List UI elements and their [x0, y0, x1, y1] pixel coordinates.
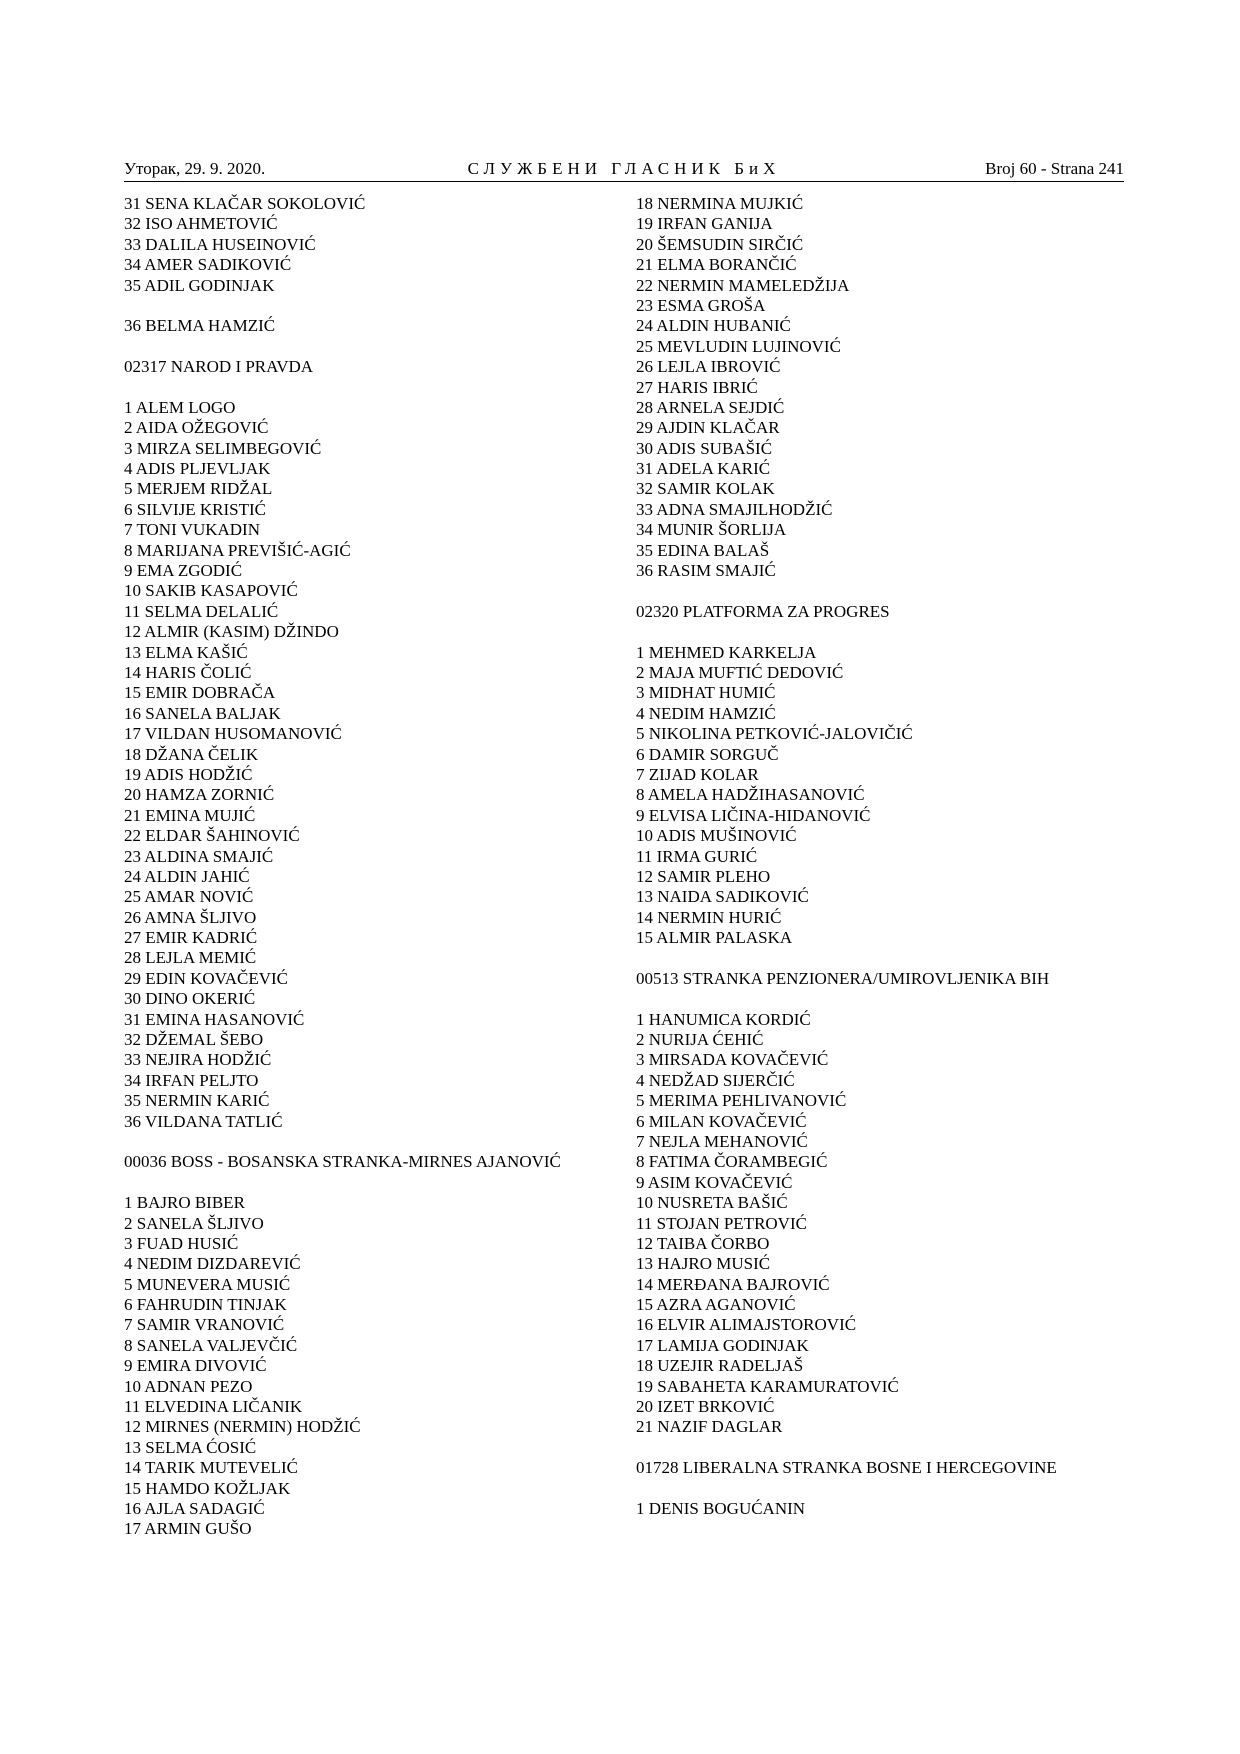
candidate-entry: 5 MERIMA PEHLIVANOVIĆ	[636, 1091, 847, 1111]
candidate-entry: 21 ELMA BORANČIĆ	[636, 255, 797, 275]
candidate-entry: 12 MIRNES (NERMIN) HODŽIĆ	[124, 1417, 361, 1437]
candidate-entry: 2 AIDA OŽEGOVIĆ	[124, 418, 269, 438]
candidate-entry: 18 DŽANA ČELIK	[124, 744, 259, 764]
candidate-entry: 15 ALMIR PALASKA	[636, 928, 793, 948]
candidate-entry: 10 ADNAN PEZO	[124, 1376, 253, 1396]
candidate-entry: 4 ADIS PLJEVLJAK	[124, 459, 271, 479]
candidate-entry: 22 NERMIN MAMELEDŽIJA	[636, 275, 850, 295]
blank-line	[636, 1438, 1124, 1458]
candidate-entry: 14 HARIS ČOLIĆ	[124, 662, 252, 682]
party-heading: 02320 PLATFORMA ZA PROGRES	[636, 601, 890, 621]
candidate-entry: 1 MEHMED KARKELJA	[636, 642, 817, 662]
candidate-entry: 7 NEJLA MEHANOVIĆ	[636, 1131, 808, 1151]
candidate-entry: 10 ADIS MUŠINOVIĆ	[636, 826, 797, 846]
candidate-entry: 27 HARIS IBRIĆ	[636, 377, 758, 397]
candidate-entry: 36 VILDANA TATLIĆ	[124, 1111, 283, 1131]
candidate-entry: 31 SENA KLAČAR SOKOLOVIĆ	[124, 194, 366, 213]
candidate-entry: 12 TAIBA ČORBO	[636, 1233, 770, 1253]
candidate-entry: 13 SELMA ĆOSIĆ	[124, 1437, 257, 1457]
candidate-entry: 18 UZEJIR RADELJAŠ	[636, 1356, 804, 1376]
candidate-entry: 26 AMNA ŠLJIVO	[124, 907, 257, 927]
candidate-entry: 11 IRMA GURIĆ	[636, 846, 758, 866]
candidate-entry: 27 EMIR KADRIĆ	[124, 928, 258, 948]
blank-line	[124, 1173, 604, 1193]
candidate-entry: 4 NEDŽAD SIJERČIĆ	[636, 1070, 795, 1090]
left-column	[124, 194, 604, 1540]
candidate-entry: 12 SAMIR PLEHO	[636, 866, 771, 886]
candidate-entry: 20 ŠEMSUDIN SIRČIĆ	[636, 234, 804, 254]
candidate-entry: 1 ALEM LOGO	[124, 397, 236, 417]
candidate-entry: 4 NEDIM HAMZIĆ	[636, 703, 776, 723]
candidate-entry: 33 NEJIRA HODŽIĆ	[124, 1050, 272, 1070]
candidate-entry: 11 ELVEDINA LIČANIK	[124, 1397, 303, 1417]
candidate-entry: 14 TARIK MUTEVELIĆ	[124, 1458, 298, 1478]
candidate-entry: 2 SANELA ŠLJIVO	[124, 1213, 264, 1233]
candidate-entry: 8 SANELA VALJEVČIĆ	[124, 1335, 298, 1355]
candidate-entry: 2 MAJA MUFTIĆ DEDOVIĆ	[636, 662, 844, 682]
blank-line	[636, 581, 1124, 601]
blank-line	[636, 1479, 1124, 1499]
candidate-entry: 1 HANUMICA KORDIĆ	[636, 1009, 811, 1029]
header-date: Уторак, 29. 9. 2020.	[124, 159, 266, 178]
candidate-entry: 7 TONI VUKADIN	[124, 520, 260, 540]
candidate-entry: 12 ALMIR (KASIM) DŽINDO	[124, 622, 339, 642]
blank-line	[124, 296, 604, 316]
candidate-entry: 24 ALDIN HUBANIĆ	[636, 316, 791, 336]
candidate-entry: 8 MARIJANA PREVIŠIĆ-AGIĆ	[124, 540, 351, 560]
candidate-entry: 13 NAIDA SADIKOVIĆ	[636, 887, 809, 907]
candidate-entry: 5 NIKOLINA PETKOVIĆ-JALOVIČIĆ	[636, 724, 913, 744]
candidate-entry: 23 ESMA GROŠA	[636, 295, 766, 315]
candidate-entry: 32 DŽEMAL ŠEBO	[124, 1030, 264, 1050]
candidate-entry: 30 DINO OKERIĆ	[124, 989, 256, 1009]
party-heading: 00036 BOSS - BOSANSKA STRANKA-MIRNES AJANOVIĆ	[124, 1152, 561, 1172]
candidate-entry: 25 MEVLUDIN LUJINOVIĆ	[636, 336, 841, 356]
candidate-entry: 9 ELVISA LIČINA-HIDANOVIĆ	[636, 805, 871, 825]
candidate-entry: 34 AMER SADIKOVIĆ	[124, 255, 292, 275]
page-header	[124, 157, 1124, 182]
candidate-entry: 32 ISO AHMETOVIĆ	[124, 214, 278, 234]
candidate-entry: 22 ELDAR ŠAHINOVIĆ	[124, 826, 300, 846]
candidate-entry: 18 NERMINA MUJKIĆ	[636, 194, 804, 213]
candidate-entry: 21 NAZIF DAGLAR	[636, 1417, 783, 1437]
candidate-entry: 17 LAMIJA GODINJAK	[636, 1335, 809, 1355]
candidate-entry: 30 ADIS SUBAŠIĆ	[636, 438, 773, 458]
candidate-entry: 36 RASIM SMAJIĆ	[636, 561, 776, 581]
candidate-entry: 5 MUNEVERA MUSIĆ	[124, 1274, 291, 1294]
candidate-entry: 32 SAMIR KOLAK	[636, 479, 775, 499]
header-title: СЛУЖБЕНИ ГЛАСНИК БиХ	[467, 159, 781, 178]
header-page-info: Broj 60 - Strana 241	[985, 159, 1124, 178]
blank-line	[124, 337, 604, 357]
party-heading: 01728 LIBERALNA STRANKA BOSNE I HERCEGOVINE	[636, 1458, 1057, 1478]
candidate-entry: 7 ZIJAD KOLAR	[636, 764, 759, 784]
candidate-entry: 33 ADNA SMAJILHODŽIĆ	[636, 499, 833, 519]
candidate-entry: 24 ALDIN JAHIĆ	[124, 866, 250, 886]
blank-line	[636, 948, 1124, 968]
party-heading: 00513 STRANKA PENZIONERA/UMIROVLJENIKA BIH	[636, 968, 1050, 988]
candidate-entry: 31 ADELA KARIĆ	[636, 459, 771, 479]
blank-line	[124, 378, 604, 398]
candidate-entry: 15 AZRA AGANOVIĆ	[636, 1295, 796, 1315]
candidate-entry: 9 EMA ZGODIĆ	[124, 561, 243, 581]
candidate-entry: 33 DALILA HUSEINOVIĆ	[124, 234, 316, 254]
candidate-entry: 10 NUSRETA BAŠIĆ	[636, 1193, 788, 1213]
candidate-entry: 6 DAMIR SORGUČ	[636, 744, 779, 764]
candidate-entry: 3 FUAD HUSIĆ	[124, 1233, 239, 1253]
candidate-entry: 19 ADIS HODŽIĆ	[124, 764, 253, 784]
candidate-entry: 13 HAJRO MUSIĆ	[636, 1254, 771, 1274]
candidate-entry: 35 ADIL GODINJAK	[124, 275, 275, 295]
candidate-entry: 35 NERMIN KARIĆ	[124, 1091, 270, 1111]
candidate-entry: 35 EDINA BALAŠ	[636, 540, 770, 560]
candidate-entry: 28 ARNELA SEJDIĆ	[636, 397, 785, 417]
candidate-entry: 16 AJLA SADAGIĆ	[124, 1499, 265, 1518]
candidate-entry: 8 AMELA HADŽIHASANOVIĆ	[636, 785, 865, 805]
candidate-entry: 19 SABAHETA KARAMURATOVIĆ	[636, 1376, 899, 1396]
candidate-entry: 6 MILAN KOVAČEVIĆ	[636, 1111, 807, 1131]
candidate-entry: 16 ELVIR ALIMAJSTOROVIĆ	[636, 1315, 857, 1335]
candidate-entry: 9 EMIRA DIVOVIĆ	[124, 1356, 267, 1376]
candidate-entry: 19 IRFAN GANIJA	[636, 214, 773, 234]
candidate-entry: 15 EMIR DOBRAČA	[124, 683, 276, 703]
candidate-entry: 10 SAKIB KASAPOVIĆ	[124, 581, 298, 601]
candidate-entry: 20 IZET BRKOVIĆ	[636, 1397, 775, 1417]
candidate-entry: 2 NURIJA ĆEHIĆ	[636, 1030, 764, 1050]
candidate-entry: 14 MERĐANA BAJROVIĆ	[636, 1274, 830, 1294]
candidate-entry: 29 EDIN KOVAČEVIĆ	[124, 968, 289, 988]
candidate-entry: 29 AJDIN KLAČAR	[636, 418, 780, 438]
right-column	[636, 194, 1124, 1519]
candidate-entry: 5 MERJEM RIDŽAL	[124, 479, 273, 499]
candidate-entry: 13 ELMA KAŠIĆ	[124, 642, 248, 662]
candidate-entry: 3 MIDHAT HUMIĆ	[636, 683, 776, 703]
candidate-entry: 4 NEDIM DIZDAREVIĆ	[124, 1254, 301, 1274]
candidate-entry: 23 ALDINA SMAJIĆ	[124, 846, 274, 866]
candidate-entry: 15 HAMDO KOŽLJAK	[124, 1478, 291, 1498]
candidate-entry: 11 STOJAN PETROVIĆ	[636, 1213, 807, 1233]
candidate-entry: 34 MUNIR ŠORLIJA	[636, 520, 787, 540]
candidate-entry: 9 ASIM KOVAČEVIĆ	[636, 1172, 793, 1192]
candidate-entry: 21 EMINA MUJIĆ	[124, 805, 256, 825]
blank-line	[636, 989, 1124, 1009]
party-heading: 02317 NAROD I PRAVDA	[124, 357, 314, 377]
candidate-entry: 17 ARMIN GUŠO	[124, 1519, 252, 1539]
candidate-entry: 16 SANELA BALJAK	[124, 703, 281, 723]
candidate-entry: 31 EMINA HASANOVIĆ	[124, 1009, 305, 1029]
blank-line	[124, 1132, 604, 1152]
candidate-entry: 3 MIRZA SELIMBEGOVIĆ	[124, 438, 322, 458]
candidate-entry: 7 SAMIR VRANOVIĆ	[124, 1315, 285, 1335]
candidate-entry: 14 NERMIN HURIĆ	[636, 907, 782, 927]
candidate-entry: 6 SILVIJE KRISTIĆ	[124, 499, 266, 519]
blank-line	[636, 622, 1124, 642]
candidate-entry: 3 MIRSADA KOVAČEVIĆ	[636, 1050, 829, 1070]
candidate-entry: 20 HAMZA ZORNIĆ	[124, 785, 275, 805]
candidate-entry: 11 SELMA DELALIĆ	[124, 601, 279, 621]
candidate-entry: 1 BAJRO BIBER	[124, 1193, 245, 1213]
candidate-entry: 34 IRFAN PELJTO	[124, 1070, 259, 1090]
candidate-entry: 8 FATIMA ČORAMBEGIĆ	[636, 1152, 828, 1172]
candidate-entry: 36 BELMA HAMZIĆ	[124, 316, 276, 336]
candidate-entry: 26 LEJLA IBROVIĆ	[636, 357, 781, 377]
candidate-entry: 17 VILDAN HUSOMANOVIĆ	[124, 724, 342, 744]
candidate-entry: 28 LEJLA MEMIĆ	[124, 948, 257, 968]
candidate-entry: 1 DENIS BOGUĆANIN	[636, 1499, 806, 1518]
candidate-entry: 25 AMAR NOVIĆ	[124, 887, 254, 907]
candidate-entry: 6 FAHRUDIN TINJAK	[124, 1295, 287, 1315]
